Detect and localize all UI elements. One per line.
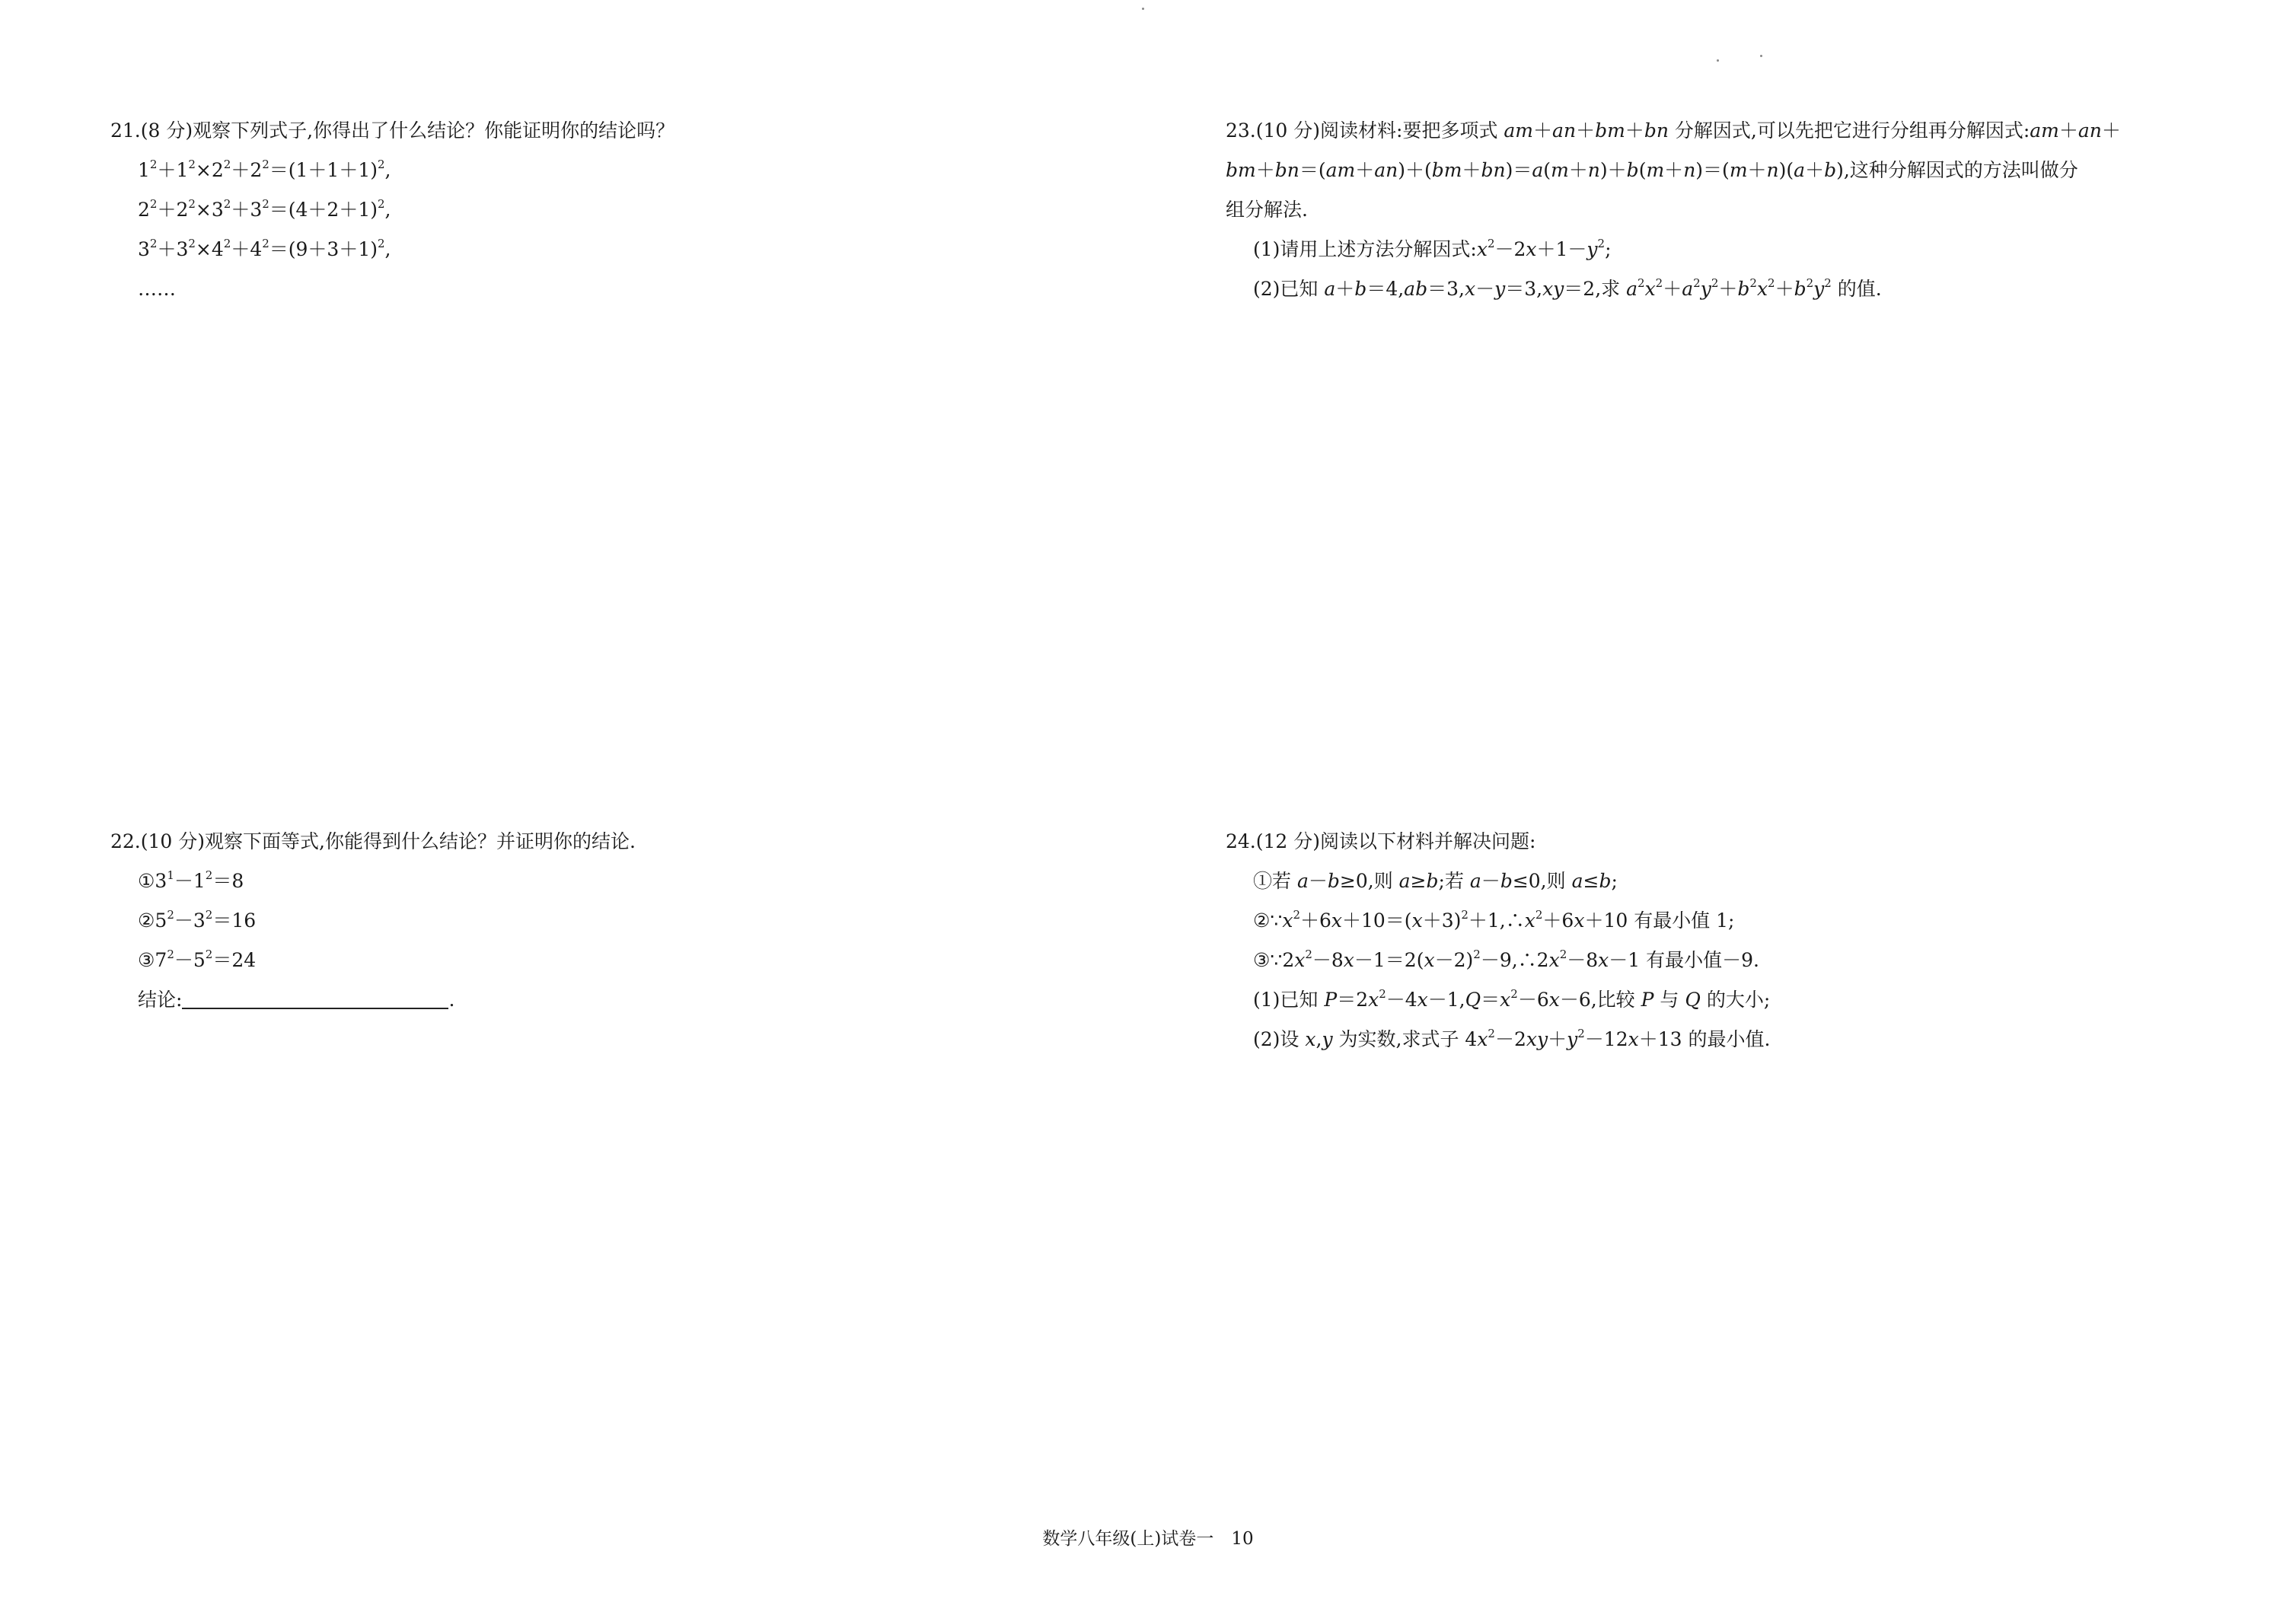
q24-material-2: $②\because x^2+6x+10=(x+3)^2+1,\therefore x^2+6x+10$ 有最小值 1; [1253,908,1735,932]
q23-line-3: 组分解法. [1226,199,1308,221]
q24-material-3: $③\because 2x^2-8x-1=2(x-2)^2-9,\therefore 2x^2-8x-1$ 有最小值－9. [1253,948,1759,971]
q22-equation-3: $③7^2-5^2=24$ [138,948,257,971]
q22-equation-1: $①3^1-1^2=8$ [138,868,244,892]
q22-conclusion-blank[interactable] [182,985,448,1009]
q21-ellipsis: …… [138,278,176,300]
q24-title: 24.(12 分)阅读以下材料并解决问题: [1226,830,1536,852]
q23-line-2: bm＋bn＝(am＋an)＋(bm＋bn)＝a(m＋n)＋b(m＋n)＝(m＋n)(a＋b),这种分解因式的方法叫做分 [1226,159,2078,181]
q22-conclusion-label: 结论: [138,989,183,1011]
q21-title: 21.(8 分)观察下列式子,你得出了什么结论？你能证明你的结论吗？ [110,119,675,142]
question-22 [110,822,636,1020]
q24-material-1: ①若 a－b≥0,则 a≥b;若 a－b≤0,则 a≤b; [1253,870,1618,892]
q23-line-1: 23.(10 分)阅读材料:要把多项式 am＋an＋bm＋bn 分解因式,可以先把它进行分组再分解因式:am＋an＋ [1226,119,2121,142]
q21-formula-1: $1^2+1^2\times 2^2+2^2=(1+1+1)^2$, [138,158,391,181]
q24-part-1: (1)已知 $P=2x^2-4x-1,Q=x^2-6x-6$,比较 P 与 Q 的大小; [1253,987,1771,1011]
q22-title: 22.(10 分)观察下面等式,你能得到什么结论？并证明你的结论. [110,830,636,852]
page-footer: 数学八年级(上)试卷一 10 [1042,1529,1254,1549]
question-24 [1226,822,1770,1059]
q23-part-1: (1)请用上述方法分解因式$:x^2-2x+1-y^2$; [1253,237,1612,260]
q22-equation-2: $②5^2-3^2=16$ [138,908,257,932]
scan-speck [1142,8,1144,10]
q24-part-2: (2)设 x,y 为实数,求式子 $4x^2-2xy+y^2-12x+13$ 的最小值. [1253,1027,1771,1050]
q22-conclusion: 结论: . [110,980,636,1020]
scan-speck [1717,59,1719,62]
q21-formula-2: $2^2+2^2\times 3^2+3^2=(4+2+1)^2$, [138,197,391,221]
q21-formula-3: $3^2+3^2\times 4^2+4^2=(9+3+1)^2$, [138,237,391,260]
q23-part-2: (2)已知 a＋b＝4,ab＝3,x－y＝3,xy＝2,求 $a^2x^2+a^2y^2+b^2x^2+b^2y^2$ 的值. [1253,276,1882,300]
question-23 [1226,111,2121,309]
scan-speck [1760,55,1762,57]
question-21 [110,111,674,309]
